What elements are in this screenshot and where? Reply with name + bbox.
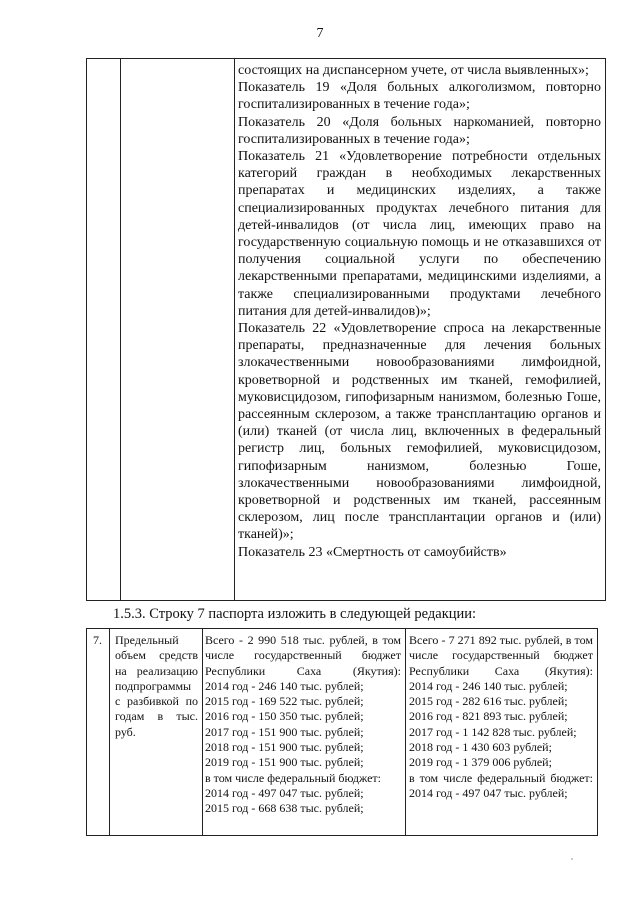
indicator-21: Показатель 21 «Удовлетворение потребности отдельных категорий граждан в необходимых лекарственных препаратах и медицинских изделиях, а также специализированных продуктах лечебного питания для детей-инвалидов (от числа лиц, имеющих право на государственную социальную помощь и не отказавшихся от получения социальной услуги по обеспечению лекарственными препаратами, медицинскими изделиями, а также специализированными продуктами лечебного питания для детей-инвалидов)»; [238,149,601,319]
new-version-line: в том числе федеральный бюджет: [409,770,593,785]
old-version-line: 2018 год - 151 900 тыс. рублей; [205,740,364,755]
indicator-23: Показатель 23 «Смертность от самоубийств» [238,544,507,560]
new-version-line: 2018 год - 1 430 603 рублей; [409,740,552,755]
upper-table-text [238,62,601,561]
old-version-line: 2015 год - 169 522 тыс. рублей; [205,694,364,709]
row-label: Предельный объем средств на реализацию подпрограммы с разбивкой по годам в тыс. руб. [115,633,198,739]
old-version-cell [205,633,401,817]
new-version-line: 2017 год - 1 142 828 тыс. рублей; [409,724,577,739]
new-version-line: 2015 год - 282 616 тыс. рублей; [409,694,568,709]
upper-table-number-column [87,59,121,600]
indicator-19: Показатель 19 «Доля больных алкоголизмом, повторно госпитализированных в течение года»; [238,80,601,113]
new-version-line: 2019 год - 1 379 006 рублей; [409,755,552,770]
lower-table [86,628,598,836]
new-version-line: 2014 год - 497 047 тыс. рублей; [409,785,568,800]
indicator-text: состоящих на диспансерном учете, от числа выявленных»; [238,63,589,78]
row-number: 7. [93,633,102,647]
new-version-cell [409,633,593,801]
lower-table-divider [109,629,110,835]
new-version-intro: Всего - 7 271 892 тыс. рублей, в том числе государственный бюджет Республики Саха (Якутия): [409,633,593,678]
new-version-line: 2014 год - 246 140 тыс. рублей; [409,678,568,693]
old-version-line: 2016 год - 150 350 тыс. рублей; [205,709,364,724]
indicator-20: Показатель 20 «Доля больных наркоманией, повторно госпитализированных в течение года»; [238,114,601,147]
old-version-line: в том числе федеральный бюджет: [205,770,381,785]
old-version-line: 2014 год - 497 047 тыс. рублей; [205,785,364,800]
upper-table [86,58,606,601]
old-version-intro: Всего - 2 990 518 тыс. рублей, в том числе государственный бюджет Республики Саха (Якутия): [205,633,401,678]
old-version-line: 2017 год - 151 900 тыс. рублей; [205,724,364,739]
lower-table-divider [202,629,203,835]
old-version-line: 2014 год - 246 140 тыс. рублей; [205,678,364,693]
indicator-22: Показатель 22 «Удовлетворение спроса на лекарственные препараты, предназначенные для лечения больных злокачественными новообразованиями лимфоидной, кроветворной и родственных им тканей, гемофилией, муковисцидозом, гипофизарным нанизмом, болезнью Гоше, рассеянным склерозом, а также трансплантацию органов и (или) тканей (от числа лиц, включенных в федеральный регистр лиц, больных гемофилией, муковисцидозом, гипофизарным нанизмом, болезнью Гоше, злокачественными новообразованиями лимфоидной, кроветворной и родственных им тканей, рассеянным склерозом, лиц после трансплантации органов и (или) тканей)»; [238,321,601,543]
upper-table-label-column [121,59,235,600]
page-number: 7 [316,26,324,41]
old-version-line: 2015 год - 668 638 тыс. рублей; [205,801,364,816]
lower-table-divider [405,629,406,835]
new-version-line: 2016 год - 821 893 тыс. рублей; [409,709,568,724]
old-version-line: 2019 год - 151 900 тыс. рублей; [205,755,364,770]
scan-speck [571,858,573,860]
amendment-paragraph: 1.5.3. Строку 7 паспорта изложить в следующей редакции: [113,606,477,622]
